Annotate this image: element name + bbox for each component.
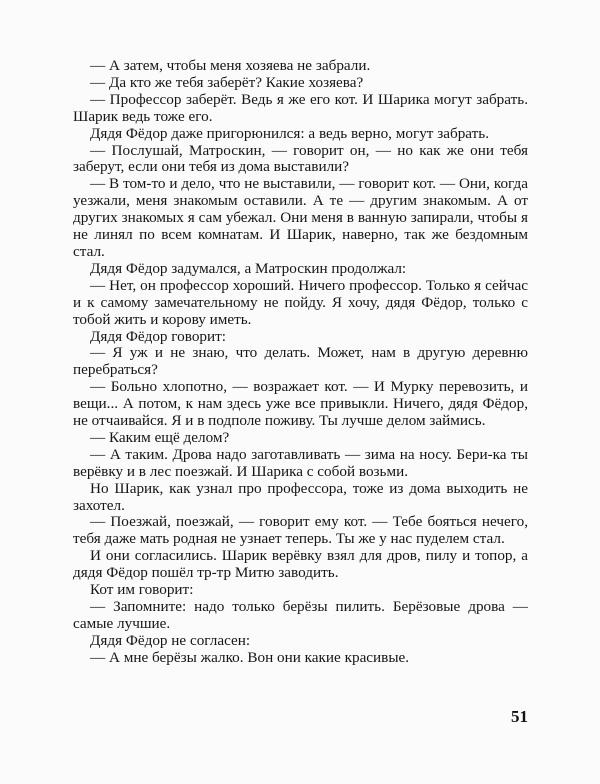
paragraph: И они согласились. Шарик верёвку взял для дров, пилу и топор, а дядя Фёдор пошёл тр-тр Митю заводить. bbox=[73, 547, 528, 582]
paragraph: — Поезжай, поезжай, — говорит ему кот. — Тебе бояться нечего, тебя даже мать родная не узнает теперь. Ты же у нас пуделем стал. bbox=[73, 513, 528, 548]
paragraph: — Запомните: надо только берёзы пилить. Берёзовые дрова — самые лучшие. bbox=[73, 598, 528, 632]
paragraph: — А затем, чтобы меня хозяева не забрали. bbox=[90, 57, 371, 74]
paragraph: — Я уж и не знаю, что делать. Может, нам в другую деревню перебраться? bbox=[73, 344, 528, 379]
paragraph: — Больно хлопотно, — возражает кот. — И Мурку перевозить, и вещи... А потом, к нам здесь уже все привыкли. Ничего, дядя Фёдор, не отчаивайся. Я и в подполе поживу. Ты лучше делом займись. bbox=[73, 378, 528, 430]
page-number: 51 bbox=[511, 707, 528, 726]
paragraph: Но Шарик, как узнал про профессора, тоже из дома выходить не захотел. bbox=[73, 479, 528, 514]
paragraph: Кот им говорит: bbox=[90, 581, 194, 599]
paragraph: Дядя Фёдор даже пригорюнился: а ведь верно, могут забрать. bbox=[90, 124, 489, 142]
paragraph: — Каким ещё делом? bbox=[90, 428, 230, 446]
paragraph: — Да кто же тебя заберёт? Какие хозяева? bbox=[90, 73, 364, 91]
paragraph: Дядя Фёдор говорит: bbox=[90, 327, 226, 345]
paragraph: — Послушай, Матроскин, — говорит он, — но как же они тебя заберут, если они тебя из дома выставили? bbox=[73, 141, 528, 176]
paragraph: — Профессор заберёт. Ведь я же его кот. И Шарика могут забрать. Шарик ведь тоже его. bbox=[73, 90, 528, 125]
paragraph: — А мне берёзы жалко. Вон они какие красивые. bbox=[90, 648, 410, 666]
paragraph: — В том-то и дело, что не выставили, — говорит кот. — Они, когда уезжали, меня знакомым оставили. А те — другим знакомым. А от других знакомых я сам убежал. Они меня в ванную запирали, чтобы я не линял по всем комнатам. И Шарик, наверно, так же бездомным стал. bbox=[73, 175, 528, 260]
paragraph: — Нет, он профессор хороший. Ничего профессор. Только я сейчас и к самому замечательному не пойду. Я хочу, дядя Фёдор, только с тобой жить и корову иметь. bbox=[73, 276, 528, 328]
paragraph: Дядя Фёдор задумался, а Матроскин продолжал: bbox=[90, 259, 407, 277]
paragraph: Дядя Фёдор не согласен: bbox=[90, 631, 251, 649]
page-text bbox=[73, 58, 528, 667]
paragraph: — А таким. Дрова надо заготавливать — зима на носу. Бери-ка ты верёвку и в лес поезжай. И Шарика с собой возьми. bbox=[73, 445, 528, 480]
